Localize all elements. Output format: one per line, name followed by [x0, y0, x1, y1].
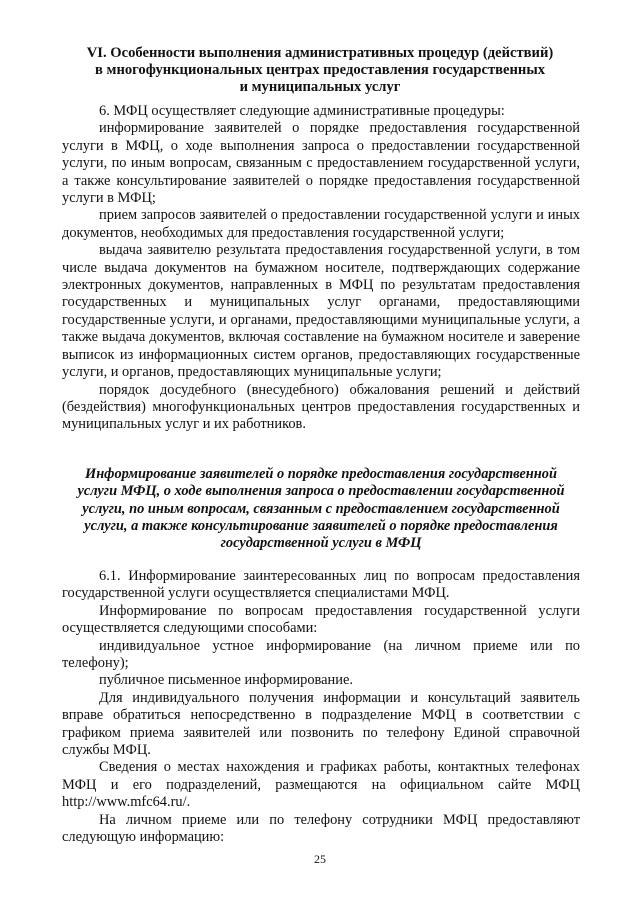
subheading-line: услуги МФЦ, о ходе выполнения запроса о предоставлении государственной [77, 483, 565, 500]
subheading-line: услуги, по иным вопросам, связанным с предоставлением государственной [82, 500, 560, 517]
paragraph: 6.1. Информирование заинтересованных лиц по вопросам предоставления государственной услуги осуществляется специалистами МФЦ. [62, 568, 580, 602]
paragraph: порядок досудебного (внесудебного) обжалования решений и действий (бездействия) многофункциональных центров предоставления государственных и муниципальных услуг и их работников. [62, 381, 580, 433]
paragraph: 6. МФЦ осуществляет следующие административные процедуры: [99, 103, 505, 119]
subheading-line: государственной услуги в МФЦ [220, 535, 422, 552]
paragraph: прием запросов заявителей о предоставлении государственной услуги и иных документов, необходимых для предоставления государственной услуги; [62, 207, 580, 241]
heading-line: VI. Особенности выполнения административных процедур (действий) [86, 45, 554, 61]
subsection-heading [62, 466, 580, 552]
section-2-body [62, 568, 580, 847]
section-1-body [62, 103, 580, 434]
paragraph: выдача заявителю результата предоставления государственной услуги, в том числе выдача документов на бумажном носителе, подтверждающих содержание электронных документов, направленных в МФЦ по результатам предоставления государственных и муниципальных услуг органами, предоставляющими государственные услуги, и органами, предоставляющими муниципальные услуги, а также выдача документов, включая составление на бумажном носителе и заверение выписок из информационных систем органов, предоставляющих государственные услуги, и органов, предоставляющих муниципальные услуги; [62, 242, 580, 381]
paragraph: индивидуальное устное информирование (на личном приеме или по телефону); [62, 637, 580, 672]
paragraph: Информирование по вопросам предоставления государственной услуги осуществляется следующими способами: [62, 602, 580, 637]
subheading-line: Информирование заявителей о порядке предоставления государственной [85, 466, 557, 482]
subheading-line: услуги, а также консультирование заявителей о порядке предоставления [84, 517, 558, 534]
page-number: 25 [314, 852, 326, 866]
paragraph: На личном приеме или по телефону сотрудники МФЦ предоставляют следующую информацию: [62, 811, 580, 846]
paragraph: Сведения о местах нахождения и графиках работы, контактных телефонах МФЦ и его подразделений, размещаются на официальном сайте МФЦ http://www.mfc64.ru/. [62, 759, 580, 811]
paragraph: информирование заявителей о порядке предоставления государственной услуги в МФЦ, о ходе выполнения запроса о предоставлении государственной услуги, по иным вопросам, связанным с предоставлением государственной услуги, а также консультирование заявителей о порядке предоставления государственной услуги в МФЦ; [62, 120, 580, 207]
paragraph: Для индивидуального получения информации и консультаций заявитель вправе обратиться непосредственно в подразделение МФЦ в соответствии с графиком приема заявителей или позвонить по телефону Единой справочной службы МФЦ. [62, 689, 580, 759]
section-heading [60, 45, 580, 97]
paragraph: публичное письменное информирование. [99, 672, 353, 689]
heading-line: и муниципальных услуг [239, 79, 401, 96]
heading-line: в многофункциональных центрах предоставления государственных [94, 62, 546, 79]
